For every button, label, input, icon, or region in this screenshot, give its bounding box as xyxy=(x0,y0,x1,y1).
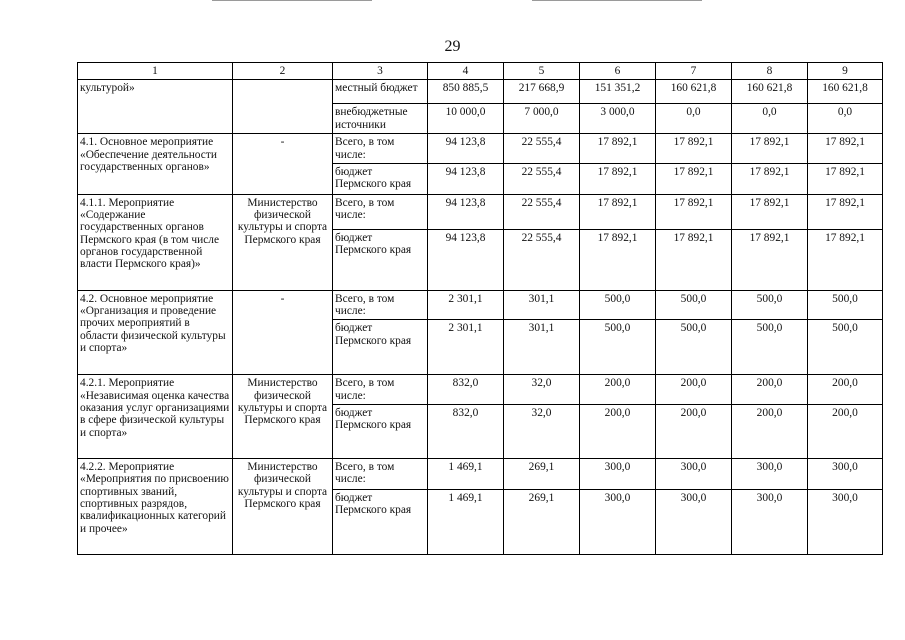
executor-cell xyxy=(233,80,333,134)
funding-source-cell: бюджет Пермского края xyxy=(333,320,428,375)
column-number: 6 xyxy=(580,63,656,80)
amount-cell: 160 621,8 xyxy=(808,80,883,104)
executor-cell: Министерство физической культуры и спорта Пермского края xyxy=(233,375,333,459)
column-number-row xyxy=(78,63,883,80)
amount-cell: 200,0 xyxy=(656,375,732,405)
table-body xyxy=(78,80,883,555)
amount-cell: 17 892,1 xyxy=(808,163,883,194)
activity-name-cell: культурой» xyxy=(78,80,233,134)
amount-cell: 300,0 xyxy=(808,490,883,555)
amount-cell: 10 000,0 xyxy=(428,104,504,134)
amount-cell: 160 621,8 xyxy=(732,80,808,104)
amount-cell: 3 000,0 xyxy=(580,104,656,134)
executor-cell: - xyxy=(233,290,333,375)
funding-source-cell: Всего, в том числе: xyxy=(333,375,428,405)
column-number: 3 xyxy=(333,63,428,80)
funding-source-cell: Всего, в том числе: xyxy=(333,134,428,164)
column-number: 1 xyxy=(78,63,233,80)
column-number: 8 xyxy=(732,63,808,80)
amount-cell: 500,0 xyxy=(580,290,656,320)
amount-cell: 17 892,1 xyxy=(732,163,808,194)
amount-cell: 17 892,1 xyxy=(808,229,883,290)
amount-cell: 500,0 xyxy=(732,290,808,320)
amount-cell: 151 351,2 xyxy=(580,80,656,104)
amount-cell: 500,0 xyxy=(580,320,656,375)
amount-cell: 301,1 xyxy=(504,320,580,375)
amount-cell: 7 000,0 xyxy=(504,104,580,134)
amount-cell: 300,0 xyxy=(732,459,808,490)
amount-cell: 22 555,4 xyxy=(504,229,580,290)
amount-cell: 94 123,8 xyxy=(428,163,504,194)
amount-cell: 832,0 xyxy=(428,405,504,459)
funding-source-cell: Всего, в том числе: xyxy=(333,459,428,490)
amount-cell: 200,0 xyxy=(808,375,883,405)
amount-cell: 94 123,8 xyxy=(428,194,504,229)
activity-name-cell: 4.2.1. Мероприятие «Независимая оценка качества оказания услуг организациями в сфере физической культуры и спорта» xyxy=(78,375,233,459)
amount-cell: 300,0 xyxy=(656,490,732,555)
amount-cell: 269,1 xyxy=(504,490,580,555)
amount-cell: 300,0 xyxy=(656,459,732,490)
funding-source-cell: бюджет Пермского края xyxy=(333,163,428,194)
amount-cell: 200,0 xyxy=(808,405,883,459)
activity-name-cell: 4.1.1. Мероприятие «Содержание государственных органов Пермского края (в том числе органов государственной власти Пермского края)» xyxy=(78,194,233,290)
budget-table xyxy=(77,62,883,555)
table-row xyxy=(78,134,883,164)
amount-cell: 160 621,8 xyxy=(656,80,732,104)
amount-cell: 200,0 xyxy=(732,405,808,459)
executor-cell: Министерство физической культуры и спорта Пермского края xyxy=(233,194,333,290)
funding-source-cell: бюджет Пермского края xyxy=(333,405,428,459)
amount-cell: 1 469,1 xyxy=(428,490,504,555)
amount-cell: 94 123,8 xyxy=(428,229,504,290)
funding-source-cell: Всего, в том числе: xyxy=(333,290,428,320)
amount-cell: 500,0 xyxy=(808,290,883,320)
amount-cell: 1 469,1 xyxy=(428,459,504,490)
amount-cell: 200,0 xyxy=(656,405,732,459)
funding-source-cell: бюджет Пермского края xyxy=(333,229,428,290)
activity-name-cell: 4.2.2. Мероприятие «Мероприятия по присвоению спортивных званий, спортивных разрядов, квалификационных категорий и прочее» xyxy=(78,459,233,555)
amount-cell: 217 668,9 xyxy=(504,80,580,104)
column-number: 9 xyxy=(808,63,883,80)
amount-cell: 269,1 xyxy=(504,459,580,490)
amount-cell: 500,0 xyxy=(732,320,808,375)
amount-cell: 32,0 xyxy=(504,405,580,459)
amount-cell: 0,0 xyxy=(732,104,808,134)
amount-cell: 300,0 xyxy=(580,490,656,555)
amount-cell: 22 555,4 xyxy=(504,134,580,164)
funding-source-cell: местный бюджет xyxy=(333,80,428,104)
amount-cell: 17 892,1 xyxy=(580,134,656,164)
column-number: 2 xyxy=(233,63,333,80)
executor-cell: Министерство физической культуры и спорта Пермского края xyxy=(233,459,333,555)
funding-source-cell: бюджет Пермского края xyxy=(333,490,428,555)
amount-cell: 2 301,1 xyxy=(428,320,504,375)
amount-cell: 500,0 xyxy=(656,290,732,320)
amount-cell: 17 892,1 xyxy=(808,134,883,164)
table-row xyxy=(78,459,883,490)
table-row xyxy=(78,194,883,229)
activity-name-cell: 4.2. Основное мероприятие «Организация и проведение прочих мероприятий в области физической культуры и спорта» xyxy=(78,290,233,375)
executor-cell: - xyxy=(233,134,333,195)
activity-name-cell: 4.1. Основное мероприятие «Обеспечение деятельности государственных органов» xyxy=(78,134,233,195)
funding-source-cell: внебюджетные источники xyxy=(333,104,428,134)
top-edge-rule-right xyxy=(532,0,702,1)
amount-cell: 832,0 xyxy=(428,375,504,405)
amount-cell: 2 301,1 xyxy=(428,290,504,320)
amount-cell: 850 885,5 xyxy=(428,80,504,104)
amount-cell: 17 892,1 xyxy=(808,194,883,229)
amount-cell: 200,0 xyxy=(732,375,808,405)
top-edge-rule-left xyxy=(212,0,372,1)
amount-cell: 17 892,1 xyxy=(732,229,808,290)
amount-cell: 22 555,4 xyxy=(504,194,580,229)
table-row xyxy=(78,375,883,405)
amount-cell: 17 892,1 xyxy=(656,229,732,290)
column-number: 4 xyxy=(428,63,504,80)
amount-cell: 94 123,8 xyxy=(428,134,504,164)
amount-cell: 17 892,1 xyxy=(656,163,732,194)
page-number: 29 xyxy=(444,38,461,55)
amount-cell: 17 892,1 xyxy=(580,194,656,229)
amount-cell: 300,0 xyxy=(580,459,656,490)
amount-cell: 301,1 xyxy=(504,290,580,320)
column-number: 5 xyxy=(504,63,580,80)
funding-source-cell: Всего, в том числе: xyxy=(333,194,428,229)
amount-cell: 300,0 xyxy=(732,490,808,555)
amount-cell: 200,0 xyxy=(580,375,656,405)
amount-cell: 0,0 xyxy=(656,104,732,134)
amount-cell: 17 892,1 xyxy=(656,194,732,229)
amount-cell: 300,0 xyxy=(808,459,883,490)
amount-cell: 200,0 xyxy=(580,405,656,459)
amount-cell: 17 892,1 xyxy=(732,194,808,229)
amount-cell: 17 892,1 xyxy=(656,134,732,164)
amount-cell: 0,0 xyxy=(808,104,883,134)
amount-cell: 500,0 xyxy=(656,320,732,375)
table-row xyxy=(78,290,883,320)
amount-cell: 32,0 xyxy=(504,375,580,405)
table-row xyxy=(78,80,883,104)
amount-cell: 17 892,1 xyxy=(580,163,656,194)
amount-cell: 22 555,4 xyxy=(504,163,580,194)
amount-cell: 17 892,1 xyxy=(580,229,656,290)
column-number: 7 xyxy=(656,63,732,80)
amount-cell: 500,0 xyxy=(808,320,883,375)
table-header xyxy=(78,63,883,80)
amount-cell: 17 892,1 xyxy=(732,134,808,164)
